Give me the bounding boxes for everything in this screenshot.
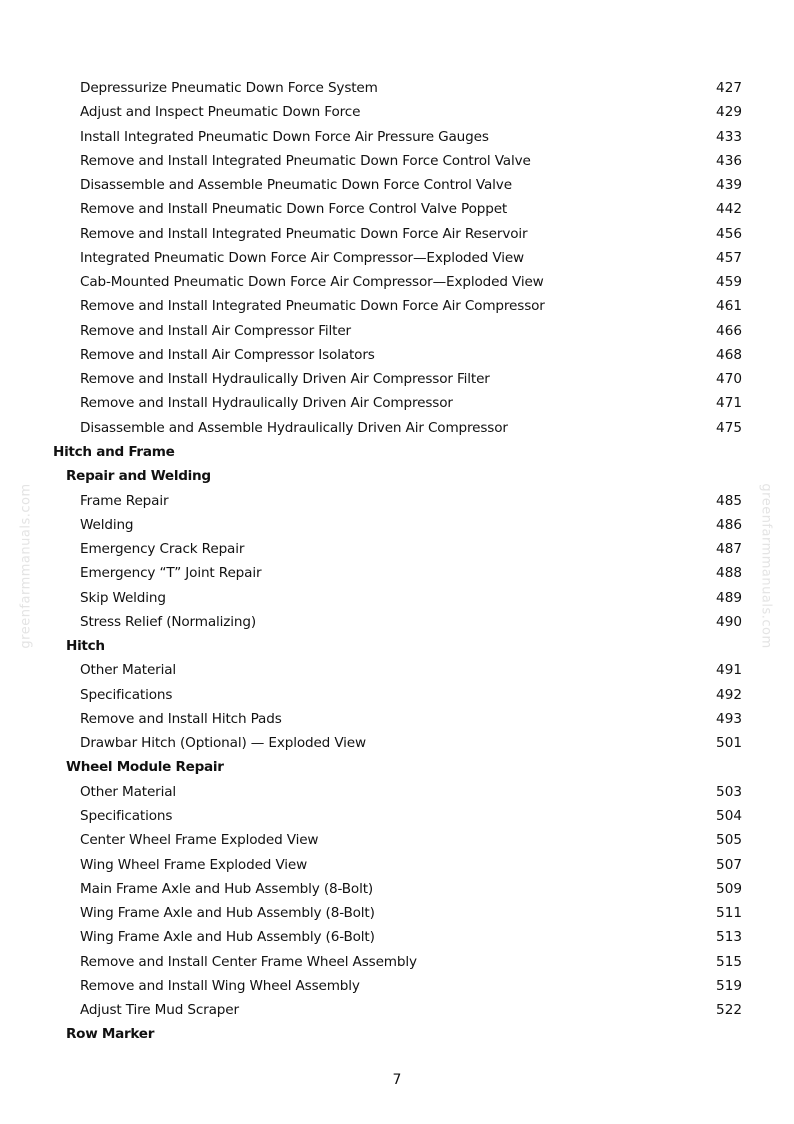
toc-entry-title: Depressurize Pneumatic Down Force System (80, 80, 378, 96)
toc-entry[interactable] (0, 416, 794, 440)
toc-entry-title: Remove and Install Hydraulically Driven Air Compressor Filter (80, 371, 490, 388)
toc-entry[interactable] (0, 658, 794, 682)
toc-entry[interactable] (0, 828, 794, 852)
toc-entry-page-number: 507 (716, 856, 742, 873)
toc-entry-page-number: 436 (716, 152, 742, 169)
toc-section-heading[interactable] (0, 440, 794, 464)
toc-entry-page-number: 442 (716, 201, 742, 218)
toc-entry-title: Wing Frame Axle and Hub Assembly (6-Bolt) (80, 929, 375, 946)
toc-entry-title: Remove and Install Integrated Pneumatic Down Force Air Reservoir (80, 225, 528, 242)
toc-entry-title: Remove and Install Integrated Pneumatic Down Force Air Compressor (80, 298, 545, 315)
toc-entry[interactable] (0, 537, 794, 561)
toc-entry[interactable] (0, 610, 794, 634)
toc-entry-page-number: 492 (716, 686, 742, 703)
toc-entry[interactable] (0, 925, 794, 949)
toc-entry-title: Remove and Install Pneumatic Down Force Control Valve Poppet (80, 201, 508, 218)
toc-entry-page-number: 511 (716, 905, 742, 922)
toc-entry[interactable] (0, 173, 794, 197)
page-number: 7 (392, 1072, 402, 1088)
toc-entry-page-number: 501 (716, 735, 742, 752)
toc-entry-title: Remove and Install Center Frame Wheel Assembly (80, 953, 417, 970)
toc-entry-page-number: 475 (716, 419, 742, 436)
toc-entry-page-number: 489 (716, 589, 742, 606)
toc-entry[interactable] (0, 149, 794, 173)
toc-entry-title: Other Material (80, 662, 177, 679)
toc-entry-page-number: 493 (716, 710, 742, 727)
toc-entry-title: Wing Wheel Frame Exploded View (80, 856, 308, 873)
toc-entry-page-number: 515 (716, 953, 742, 970)
toc-entry-title: Specifications (80, 686, 173, 703)
toc-entry-title: Center Wheel Frame Exploded View (80, 832, 319, 849)
toc-entry-title: Remove and Install Hitch Pads (80, 710, 282, 727)
toc-entry-title: Stress Relief (Normalizing) (80, 613, 256, 630)
toc-entry[interactable] (0, 222, 794, 246)
toc-entry-page-number: 429 (716, 104, 742, 121)
toc-entry-page-number: 461 (716, 298, 742, 315)
toc-entry-title: Wheel Module Repair (66, 759, 224, 776)
toc-entry[interactable] (0, 731, 794, 755)
toc-entry[interactable] (0, 294, 794, 318)
toc-entry-title: Other Material (80, 783, 177, 800)
toc-entry-page-number: 485 (716, 492, 742, 509)
toc-entry[interactable] (0, 513, 794, 537)
toc-entry[interactable] (0, 901, 794, 925)
toc-entry-page-number: 456 (716, 225, 742, 242)
toc-section-heading[interactable] (0, 755, 794, 779)
toc-entry-title: Disassemble and Assemble Pneumatic Down Force Control Valve (80, 177, 512, 194)
toc-entry-title: Welding (80, 516, 134, 533)
toc-entry-title: Remove and Install Air Compressor Isolators (80, 346, 375, 363)
watermark-right: greenfarmmanuals.com (758, 483, 774, 649)
toc-entry-title: Row Marker (66, 1026, 155, 1043)
toc-entry[interactable] (0, 974, 794, 998)
toc-entry-page-number: 491 (716, 662, 742, 679)
toc-entry[interactable] (0, 561, 794, 585)
toc-entry-title: Emergency “T” Joint Repair (80, 565, 262, 582)
toc-entry[interactable] (0, 683, 794, 707)
toc-entry-title: Drawbar Hitch (Optional) — Exploded View (80, 735, 366, 752)
toc-entry-page-number: 468 (716, 346, 742, 363)
toc-entry[interactable] (0, 586, 794, 610)
toc-entry[interactable] (0, 707, 794, 731)
toc-entry[interactable] (0, 877, 794, 901)
toc-entry[interactable] (0, 367, 794, 391)
toc-section-heading[interactable] (0, 464, 794, 488)
toc-entry-page-number: 459 (716, 274, 742, 291)
toc-entry-title: Disassemble and Assemble Hydraulically Driven Air Compressor (80, 419, 508, 436)
toc-entry-title: Specifications (80, 807, 173, 824)
toc-entry-page-number: 471 (716, 395, 742, 412)
toc-entry-page-number: 466 (716, 322, 742, 339)
toc-entry-page-number: 457 (716, 249, 742, 266)
toc-entry-page-number: 486 (716, 516, 742, 533)
toc-entry-title: Cab-Mounted Pneumatic Down Force Air Compressor—Exploded View (80, 274, 544, 291)
toc-section-heading[interactable] (0, 1022, 794, 1046)
toc-entry-page-number: 519 (716, 977, 742, 994)
toc-entry-title: Install Integrated Pneumatic Down Force Air Pressure Gauges (80, 128, 489, 145)
toc-entry[interactable] (0, 100, 794, 124)
toc-entry[interactable] (0, 391, 794, 415)
table-of-contents (0, 76, 794, 1047)
toc-entry-page-number: 522 (716, 1002, 742, 1019)
toc-entry[interactable] (0, 804, 794, 828)
toc-entry-title: Repair and Welding (66, 468, 211, 485)
toc-entry[interactable] (0, 270, 794, 294)
toc-entry-title: Skip Welding (80, 589, 166, 606)
toc-entry-page-number: 504 (716, 807, 742, 824)
toc-entry-page-number: 509 (716, 880, 742, 897)
toc-entry[interactable] (0, 780, 794, 804)
toc-entry[interactable] (0, 319, 794, 343)
toc-entry[interactable] (0, 125, 794, 149)
toc-entry[interactable] (0, 853, 794, 877)
toc-entry-title: Remove and Install Hydraulically Driven Air Compressor (80, 395, 453, 412)
toc-entry-page-number: 513 (716, 929, 742, 946)
toc-entry-page-number: 427 (716, 80, 742, 96)
toc-entry[interactable] (0, 197, 794, 221)
toc-entry-page-number: 490 (716, 613, 742, 630)
toc-entry-title: Main Frame Axle and Hub Assembly (8-Bolt) (80, 880, 374, 897)
toc-entry-title: Hitch (66, 638, 105, 655)
toc-entry-title: Remove and Install Wing Wheel Assembly (80, 977, 360, 994)
toc-entry-page-number: 503 (716, 783, 742, 800)
toc-entry-title: Adjust and Inspect Pneumatic Down Force (80, 104, 361, 121)
toc-entry[interactable] (0, 76, 794, 100)
toc-entry[interactable] (0, 998, 794, 1022)
toc-entry-title: Remove and Install Air Compressor Filter (80, 322, 351, 339)
toc-entry-title: Hitch and Frame (53, 443, 175, 460)
toc-entry-title: Emergency Crack Repair (80, 541, 245, 558)
toc-entry-page-number: 505 (716, 832, 742, 849)
toc-entry-title: Remove and Install Integrated Pneumatic Down Force Control Valve (80, 152, 531, 169)
toc-entry-page-number: 470 (716, 371, 742, 388)
toc-entry-page-number: 433 (716, 128, 742, 145)
toc-entry-title: Frame Repair (80, 492, 169, 509)
toc-entry[interactable] (0, 343, 794, 367)
toc-section-heading[interactable] (0, 634, 794, 658)
toc-entry-title: Adjust Tire Mud Scraper (80, 1002, 239, 1019)
toc-entry-title: Wing Frame Axle and Hub Assembly (8-Bolt) (80, 905, 375, 922)
toc-entry-page-number: 439 (716, 177, 742, 194)
toc-entry-title: Integrated Pneumatic Down Force Air Compressor—Exploded View (80, 249, 525, 266)
toc-entry-page-number: 487 (716, 541, 742, 558)
toc-entry[interactable] (0, 950, 794, 974)
toc-entry-page-number: 488 (716, 565, 742, 582)
toc-entry[interactable] (0, 489, 794, 513)
watermark-left: greenfarmmanuals.com (18, 483, 34, 649)
toc-entry[interactable] (0, 246, 794, 270)
